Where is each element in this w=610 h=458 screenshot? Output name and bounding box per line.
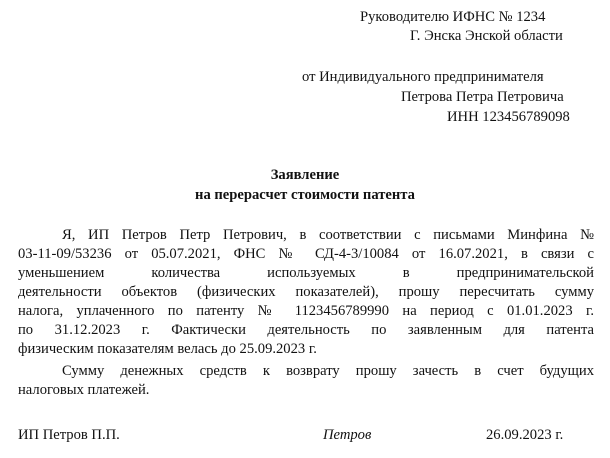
paragraph-1-line-1: Я, ИП Петров Петр Петрович, в соответствии с письмами Минфина № [62,227,594,243]
sender-inn: ИНН 123456789098 [447,109,570,125]
footer-date: 26.09.2023 г. [486,427,564,443]
paragraph-1-line-6: по 31.12.2023 г. Фактически деятельность по заявленным для патента [18,322,594,338]
paragraph-1-line-3: уменьшением количества используемых в предпринимательской [18,265,594,281]
paragraph-2-line-2: налоговых платежей. [18,382,150,398]
footer-name: ИП Петров П.П. [18,427,120,443]
document-title: Заявление [270,167,340,183]
recipient-line-2: Г. Энска Энской области [410,28,563,44]
paragraph-2-line-1: Сумму денежных средств к возврату прошу зачесть в счет будущих [62,363,594,379]
document-subtitle: на перерасчет стоимости патента [195,187,415,203]
sender-line-1: от Индивидуального предпринимателя [302,69,544,85]
recipient-line-1: Руководителю ИФНС № 1234 [360,9,546,25]
paragraph-1-line-2: 03-11-09/53236 от 05.07.2021, ФНС № СД-4-3/10084 от 16.07.2021, в связи с [18,246,594,262]
signature: Петров [323,427,372,443]
paragraph-1-line-7: физическим показателям велась до 25.09.2023 г. [18,341,317,357]
paragraph-1-line-4: деятельности объектов (физических показателей), прошу пересчитать сумму [18,284,594,300]
sender-line-2: Петрова Петра Петровича [401,89,564,105]
paragraph-1-line-5: налога, уплаченного по патенту № 1123456789990 на период с 01.01.2023 г. [18,303,594,319]
